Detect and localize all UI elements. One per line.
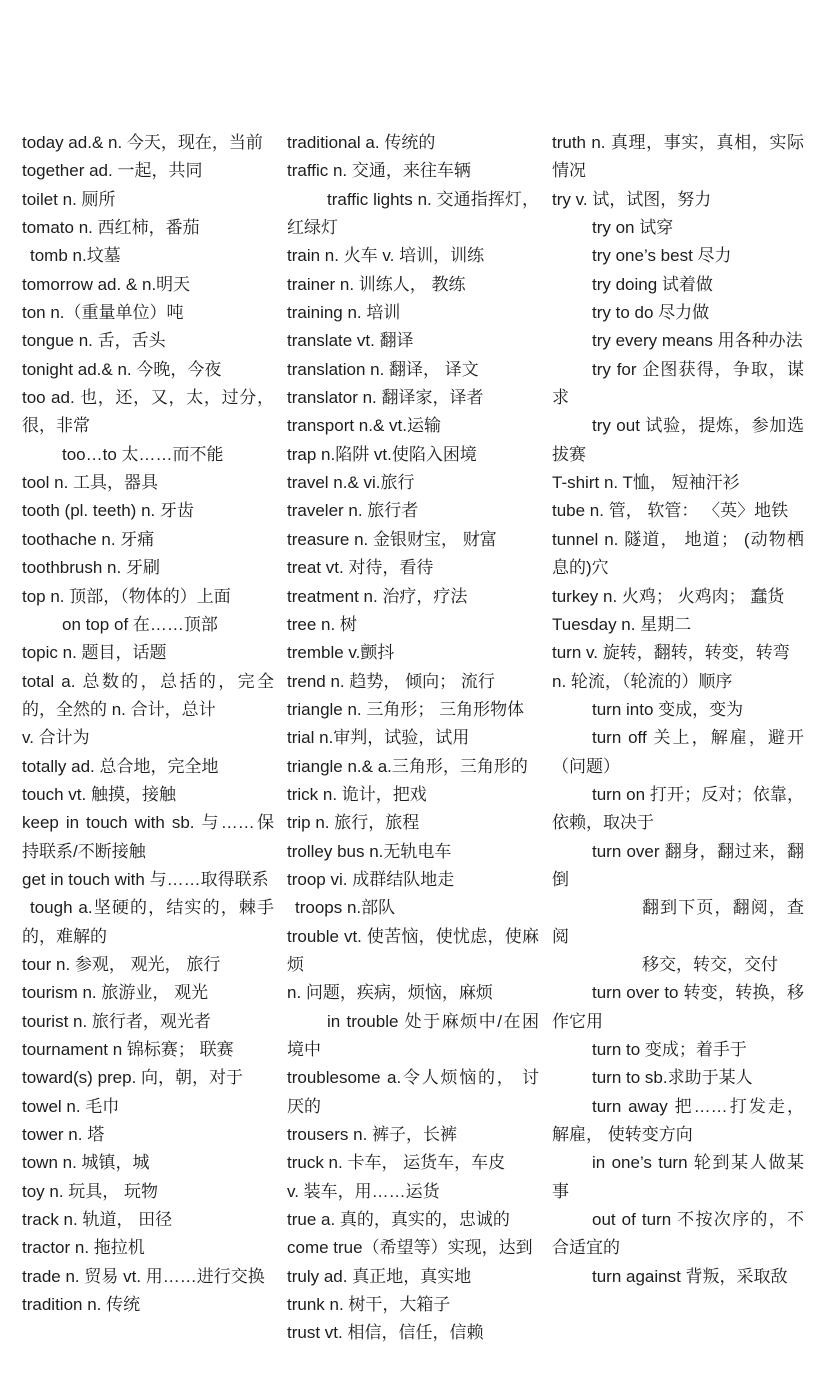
vocab-entry: T-shirt n. T恤， 短袖汗衫 <box>552 473 740 493</box>
vocab-entry: truly ad. 真正地，真实地 <box>287 1266 472 1286</box>
vocab-entry: touch vt. 触摸，接触 <box>22 784 176 804</box>
vocab-entry: transport n.& vt.运输 <box>287 416 441 436</box>
vocab-entry: tree n. 树 <box>287 614 357 634</box>
vocab-entry: troops n.部队 <box>295 898 396 918</box>
vocab-entry: totally ad. 总合地，完全地 <box>22 756 219 776</box>
vocab-entry: try doing 试着做 <box>592 274 713 294</box>
vocab-entry: try one’s best 尽力 <box>592 246 732 266</box>
vocab-entry: towel n. 毛巾 <box>22 1096 120 1116</box>
vocab-entry: tunnel n. 隧道， 地道； (动物栖息的)穴 <box>552 529 804 578</box>
vocab-entry: triangle n.& a.三角形，三角形的 <box>287 756 528 776</box>
vocab-entry: turn off 关上，解雇，避开（问题） <box>552 728 804 776</box>
vocab-entry: translator n. 翻译家，译者 <box>287 388 484 408</box>
vocab-entry: treat vt. 对待，看待 <box>287 558 434 578</box>
vocab-entry: try out 试验，提炼，参加选拔赛 <box>552 416 804 464</box>
vocab-entry: toy n. 玩具， 玩物 <box>22 1181 159 1201</box>
vocab-entry: turn to sb.求助于某人 <box>592 1068 753 1088</box>
vocab-entry: triangle n. 三角形； 三角形物体 <box>287 699 525 719</box>
vocab-entry: keep in touch with sb. 与……保持联系/不断接触 <box>22 813 274 861</box>
vocab-entry: turn over 翻身，翻过来，翻倒 <box>552 841 804 889</box>
vocab-entry: toilet n. 厕所 <box>22 189 116 209</box>
vocab-entry: trust vt. 相信，信任，信赖 <box>287 1323 484 1343</box>
vocab-entry: in trouble 处于麻烦中/在困境中 <box>287 1011 539 1059</box>
vocab-entry: truth n. 真理，事实，真相，实际情况 <box>552 133 804 181</box>
vocab-entry: tongue n. 舌，舌头 <box>22 331 166 351</box>
vocab-entry: in one’s turn 轮到某人做某事 <box>552 1153 804 1201</box>
vocab-entry: too ad. 也，还，又，太，过分，很，非常 <box>22 388 274 436</box>
vocab-entry: turn into 变成，变为 <box>592 699 744 719</box>
vocab-entry: tooth (pl. teeth) n. 牙齿 <box>22 501 194 521</box>
vocab-entry: track n. 轨道， 田径 <box>22 1210 173 1230</box>
vocab-entry: turn on 打开；反对；依靠，依赖，取决于 <box>552 784 804 833</box>
vocab-entry: together ad. 一起，共同 <box>22 161 203 181</box>
vocab-entry: try v. 试，试图，努力 <box>552 189 712 209</box>
vocab-entry: train n. 火车 v. 培训，训练 <box>287 246 485 266</box>
vocab-entry: turn v. 旋转，翻转，转变，转弯 <box>552 643 790 663</box>
vocab-entry: today ad.& n. 今天，现在，当前 <box>22 133 263 152</box>
vocab-entry: traffic n. 交通，来往车辆 <box>287 161 471 181</box>
vocab-entry: tomato n. 西红柿，番茄 <box>22 218 200 238</box>
vocab-entry: tonight ad.& n. 今晚，今夜 <box>22 359 222 379</box>
vocab-entry: 翻到下页，翻阅，查阅 <box>552 898 804 946</box>
vocab-entry: come true（希望等）实现，达到 <box>287 1238 533 1258</box>
vocab-entry: toward(s) prep. 向，朝，对于 <box>22 1068 244 1088</box>
vocab-entry: tradition n. 传统 <box>22 1295 141 1315</box>
vocab-entry: travel n.& vi.旅行 <box>287 473 415 493</box>
vocab-entry: tomb n.坟墓 <box>30 246 121 266</box>
vocab-entry: trial n.审判，试验，试用 <box>287 728 470 748</box>
vocab-entry: trousers n. 裤子，长裤 <box>287 1125 458 1145</box>
vocab-column-2 <box>287 129 539 1348</box>
vocab-entry: on top of 在……顶部 <box>62 614 218 634</box>
vocab-entry: trade n. 贸易 vt. 用……进行交换 <box>22 1266 265 1286</box>
vocab-entry: tremble v.颤抖 <box>287 643 395 663</box>
vocab-entry: tower n. 塔 <box>22 1125 105 1145</box>
vocab-entry: tourism n. 旅游业， 观光 <box>22 983 209 1003</box>
vocab-entry: town n. 城镇，城 <box>22 1153 150 1173</box>
vocab-entry: turn over to 转变，转换，移作它用 <box>552 983 804 1031</box>
vocab-entry: training n. 培训 <box>287 303 401 323</box>
vocab-entry: tournament n 锦标赛； 联赛 <box>22 1040 234 1059</box>
vocab-entry: translation n. 翻译， 译文 <box>287 359 479 379</box>
vocab-entry: tool n. 工具，器具 <box>22 473 159 493</box>
vocab-entry: troop vi. 成群结队地走 <box>287 869 455 889</box>
vocab-entry: try to do 尽力做 <box>592 303 710 323</box>
vocab-entry: treatment n. 治疗，疗法 <box>287 586 468 606</box>
vocab-entry: tour n. 参观， 观光， 旅行 <box>22 954 221 974</box>
vocab-entry: tough a.坚硬的，结实的，棘手的，难解的 <box>22 898 274 946</box>
vocab-entry: try on 试穿 <box>592 218 674 238</box>
vocab-entry: v. 装车，用……运货 <box>287 1181 440 1201</box>
vocab-entry: top n. 顶部，（物体的）上面 <box>22 586 231 606</box>
vocab-entry: traveler n. 旅行者 <box>287 501 419 521</box>
vocab-entry: trouble vt. 使苦恼，使忧虑，使麻烦 <box>287 926 539 974</box>
vocab-entry: traditional a. 传统的 <box>287 133 436 152</box>
vocab-entry: tractor n. 拖拉机 <box>22 1238 145 1258</box>
vocab-entry: turn away 把……打发走，解雇， 使转变方向 <box>552 1096 804 1145</box>
vocab-entry: topic n. 题目，话题 <box>22 643 167 663</box>
vocab-entry: turn against 背叛，采取敌 <box>592 1266 788 1286</box>
vocab-entry: toothache n. 牙痛 <box>22 529 155 549</box>
vocab-entry: tomorrow ad. & n.明天 <box>22 274 191 294</box>
vocabulary-columns <box>22 129 804 1348</box>
vocab-entry: n. 轮流，（轮流的）顺序 <box>552 671 733 691</box>
vocab-entry: troublesome a.令人烦恼的， 讨厌的 <box>287 1068 539 1116</box>
vocab-entry: tourist n. 旅行者，观光者 <box>22 1011 211 1031</box>
vocab-entry: turn to 变成；着手于 <box>592 1040 747 1059</box>
vocab-entry: traffic lights n. 交通指挥灯，红绿灯 <box>287 189 539 238</box>
vocab-entry: turkey n. 火鸡； 火鸡肉； 蠢货 <box>552 586 785 606</box>
vocab-entry: v. 合计为 <box>22 728 90 748</box>
vocab-entry: trolley bus n.无轨电车 <box>287 841 452 861</box>
vocab-entry: trap n.陷阱 vt.使陷入困境 <box>287 444 477 464</box>
vocab-entry: too…to 太……而不能 <box>62 444 224 464</box>
vocab-entry: treasure n. 金银财宝， 财富 <box>287 529 497 549</box>
vocab-entry: trend n. 趋势， 倾向； 流行 <box>287 671 495 691</box>
vocab-entry: out of turn 不按次序的，不合适宜的 <box>552 1210 804 1258</box>
vocab-column-1 <box>22 129 274 1319</box>
vocab-entry: total a. 总数的，总括的，完全的，全然的 n. 合计，总计 <box>22 671 274 719</box>
vocab-entry: try for 企图获得，争取，谋求 <box>552 359 804 408</box>
vocab-entry: 移交，转交，交付 <box>642 954 778 974</box>
vocab-entry: toothbrush n. 牙刷 <box>22 558 160 578</box>
vocab-entry: n. 问题，疾病，烦恼，麻烦 <box>287 983 493 1003</box>
vocab-entry: trip n. 旅行，旅程 <box>287 813 420 833</box>
vocab-entry: get in touch with 与……取得联系 <box>22 869 269 889</box>
vocab-entry: Tuesday n. 星期二 <box>552 614 692 634</box>
vocab-entry: truck n. 卡车， 运货车，车皮 <box>287 1153 506 1173</box>
vocab-entry: trick n. 诡计，把戏 <box>287 784 427 804</box>
vocab-entry: try every means 用各种办法 <box>592 331 803 351</box>
vocab-entry: trunk n. 树干，大箱子 <box>287 1295 451 1315</box>
vocab-column-3 <box>552 129 804 1291</box>
vocab-entry: tube n. 管， 软管： 〈英〉地铁 <box>552 501 789 521</box>
vocab-entry: trainer n. 训练人， 教练 <box>287 274 466 294</box>
vocab-entry: true a. 真的，真实的，忠诚的 <box>287 1210 510 1230</box>
vocab-entry: translate vt. 翻译 <box>287 331 414 351</box>
vocab-entry: ton n.（重量单位）吨 <box>22 303 184 323</box>
